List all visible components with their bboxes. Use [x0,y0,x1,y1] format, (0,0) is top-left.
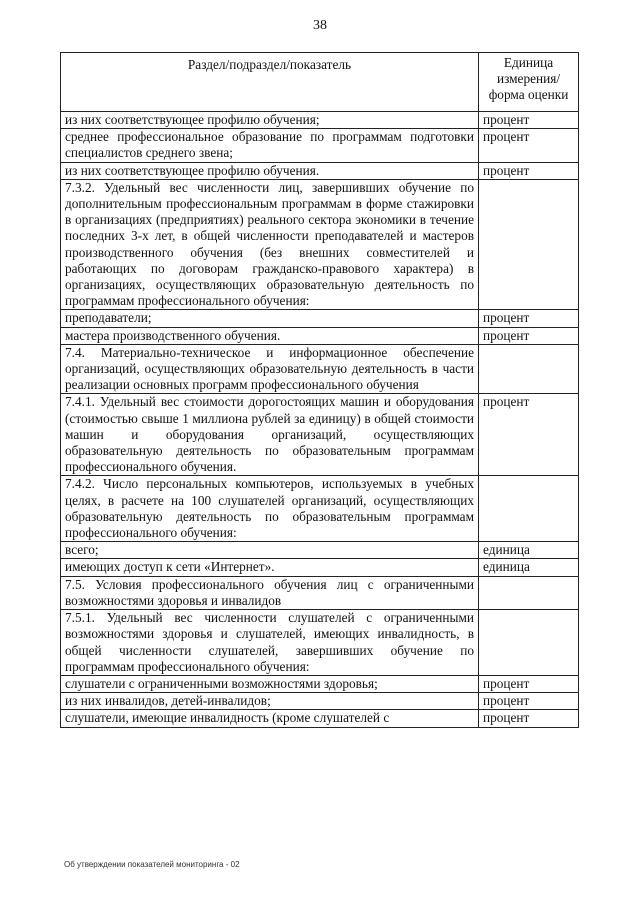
row-unit: процент [479,327,579,344]
row-indicator: имеющих доступ к сети «Интернет». [61,559,479,576]
row-indicator: 7.5.1. Удельный вес численности слушателей с ограниченными возможностями здоровья и слушателей, имеющих инвалидность, в общей численности слушателей, завершивших обучение по программам профессионального обучения: [61,610,479,676]
row-unit: процент [479,693,579,710]
row-indicator: всего; [61,542,479,559]
row-indicator: 7.4.1. Удельный вес стоимости дорогостоящих машин и оборудования (стоимостью свыше 1 миллиона рублей за единицу) в общей стоимости машин и оборудования организаций, осуществляющих образовательную деятельность по образовательным программам профессионального обучения. [61,394,479,476]
row-unit [479,476,579,542]
table-row [61,394,579,476]
indicators-table [60,52,579,728]
table-row [61,344,579,394]
table-header-row [61,53,579,112]
header-section-indicator: Раздел/подраздел/показатель [61,53,479,112]
row-indicator: среднее профессиональное образование по программам подготовки специалистов среднего звена; [61,129,479,162]
row-unit: процент [479,394,579,476]
row-unit [479,179,579,310]
row-unit: процент [479,675,579,692]
row-unit [479,344,579,394]
table-row [61,179,579,310]
table-row [61,710,579,727]
row-indicator: 7.4. Материально-техническое и информационное обеспечение организаций, осуществляющих образовательную деятельность в части реализации основных программ профессионального обучения [61,344,479,394]
row-indicator: преподаватели; [61,310,479,327]
row-unit: единица [479,542,579,559]
row-unit [479,576,579,609]
table-row [61,162,579,179]
row-unit: единица [479,559,579,576]
row-indicator: из них соответствующее профилю обучения. [61,162,479,179]
row-unit [479,610,579,676]
table-row [61,576,579,609]
row-unit: процент [479,310,579,327]
table-row [61,112,579,129]
row-indicator: мастера производственного обучения. [61,327,479,344]
page-number: 38 [313,18,327,33]
row-unit: процент [479,162,579,179]
table-row [61,327,579,344]
row-indicator: из них инвалидов, детей-инвалидов; [61,693,479,710]
table-row [61,542,579,559]
footer-note: Об утверждении показателей мониторинга - 02 [64,860,240,869]
row-unit: процент [479,710,579,727]
table-row [61,559,579,576]
row-indicator: 7.4.2. Число персональных компьютеров, используемых в учебных целях, в расчете на 100 слушателей организаций, осуществляющих образовательную деятельность по образовательным программам профессионального обучения: [61,476,479,542]
table-row [61,476,579,542]
header-unit-of-measure: Единица измерения/ форма оценки [479,53,579,112]
row-indicator: из них соответствующее профилю обучения; [61,112,479,129]
row-unit: процент [479,129,579,162]
row-indicator: слушатели с ограниченными возможностями здоровья; [61,675,479,692]
row-indicator: 7.3.2. Удельный вес численности лиц, завершивших обучение по дополнительным профессиональным программам в форме стажировки в организациях (предприятиях) реального сектора экономики в течение последних 3-х лет, в общей численности преподавателей и мастеров производственного обучения (без внешних совместителей и работающих по договорам гражданско-правового характера) в организациях, осуществляющих образовательную деятельность по программам профессионального обучения: [61,179,479,310]
table-row [61,675,579,692]
table-row [61,129,579,162]
row-indicator: слушатели, имеющие инвалидность (кроме слушателей с [61,710,479,727]
table-row [61,610,579,676]
row-indicator: 7.5. Условия профессионального обучения лиц с ограниченными возможностями здоровья и инвалидов [61,576,479,609]
table-row [61,310,579,327]
table-row [61,693,579,710]
row-unit: процент [479,112,579,129]
